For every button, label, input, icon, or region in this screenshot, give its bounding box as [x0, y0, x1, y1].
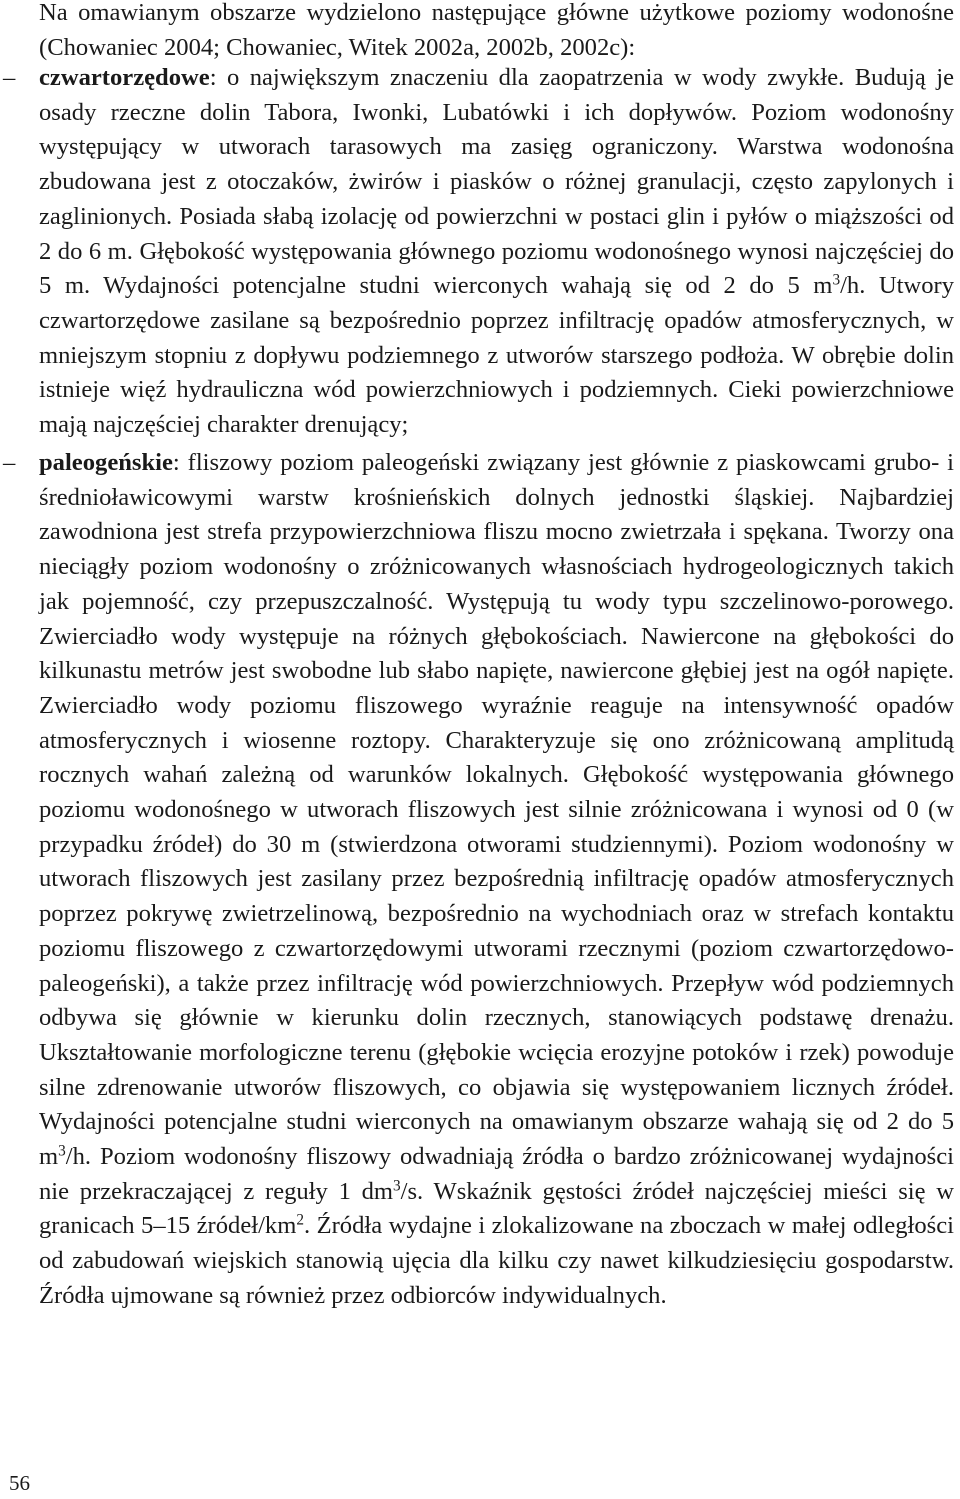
list-item-quaternary — [3, 61, 954, 443]
term-quaternary: czwartorzędowe — [39, 64, 210, 91]
list-item-paleogene — [3, 446, 955, 1314]
term-paleogene: paleogeńskie — [39, 449, 173, 476]
page-number: 56 — [9, 1471, 30, 1495]
item-text: . Źródła wydajne i zlokalizowane na zboczach w małej odległości od zabudowań wiejskich stanowią ujęcia dla kilku czy nawet kilkudziesięciu gospodarstw. Źródła ujmowane są również przez odbiorców indywidualnych. — [39, 1212, 954, 1309]
item-text: : fliszowy poziom paleogeński związany jest głównie z piaskowcami grubo- i średnioławicowymi warstw krośnieńskich dolnych jednostki śląskiej. Najbardziej zawodniona jest strefa przypowierzchniowa fliszu mocno zwietrzała i spękana. Tworzy ona nieciągły poziom wodonośny o zróżnicowanych własnościach hydrogeologicznych takich jak pojemność, czy przepuszczalność. Występują tu wody typu szczelinowo-porowego. Zwierciadło wody występuje na różnych głębokościach. Nawiercone na głębokości do kilkunastu metrów jest swobodne lub słabo napięte, nawiercone głębiej jest na ogół napięte. Zwierciadło wody poziomu fliszowego wyraźnie reaguje na intensywność opadów atmosferycznych i wiosenne roztopy. Charakteryzuje się ono zróżnicowaną amplitudą rocznych wahań zależną od warunków lokalnych. Głębokość występowania głównego poziomu wodonośnego w utworach fliszowych jest silnie zróżnicowana i wynosi od 0 (w przypadku źródeł) do 30 m (stwierdzona otworami studziennymi). Poziom wodonośny w utworach fliszowych jest zasilany przez bezpośrednią infiltrację opadów atmosferycznych poprzez pokrywę zwietrzelinową, bezpośrednio na wychodniach oraz w strefach kontaktu poziomu fliszowego z czwartorzędowymi utworami rzecznymi (poziom czwartorzędowo-paleogeński), a także przez infiltrację wód powierzchniowych. Przepływ wód podziemnych odbywa się głównie w kierunku dolin rzecznych, stanowiących podstawę drenażu. Ukształtowanie morfologiczne terenu (głębokie wcięcia erozyjne potoków i rzek) powoduje silne zdrenowanie utworów fliszowych, co objawia się występowaniem licznych źródeł. Wydajności potencjalne studni wierconych na omawianym obszarze wahają się od 2 do 5 m — [39, 449, 954, 1171]
superscript: 3 — [58, 1142, 66, 1160]
list-dash: – — [3, 449, 16, 476]
list-dash: – — [3, 64, 16, 91]
item-text: /h. Utwory czwartorzędowe zasilane są bezpośrednio poprzez infiltrację opadów atmosferycznych, w mniejszym stopniu z dopływu podziemnego z utworów starszego podłoża. W obrębie dolin istnieje więź hydrauliczna wód powierzchniowych i podziemnych. Cieki powierzchniowe mają najczęściej charakter drenujący; — [39, 272, 954, 439]
superscript: 3 — [393, 1177, 401, 1195]
item-text: /s. Wskaźnik gęstości źródeł najczęściej mieści się w granicach 5–15 źródeł/km — [39, 1177, 955, 1240]
intro-paragraph: Na omawianym obszarze wydzielono następujące główne użytkowe poziomy wodonośne (Chowaniec 2004; Chowaniec, Witek 2002a, 2002b, 2002c): — [39, 0, 954, 61]
item-text: /h. Poziom wodonośny fliszowy odwadniają źródła o bardzo zróżnicowanej wydajności nie przekraczającej z reguły 1 dm — [39, 1143, 954, 1205]
superscript: 3 — [832, 271, 841, 289]
superscript: 2 — [296, 1212, 304, 1230]
item-text: : o największym znaczeniu dla zaopatrzenia w wody zwykłe. Budują je osady rzeczne dolin Tabora, Iwonki, Lubatówki i ich dopływów. Poziom wodonośny występujący w utworach tarasowych ma zasięg ograniczony. Warstwa wodonośna zbudowana jest z otoczaków, żwirów i piasków o różnej granulacji, często zapylonych i zaglinionych. Posiada słabą izolację od powierzchni w postaci glin i pyłów o miąższości od 2 do 6 m. Głębokość występowania głównego poziomu wodonośnego wynosi najczęściej do 5 m. Wydajności potencjalne studni wierconych wahają się od 2 do 5 m — [39, 64, 954, 300]
